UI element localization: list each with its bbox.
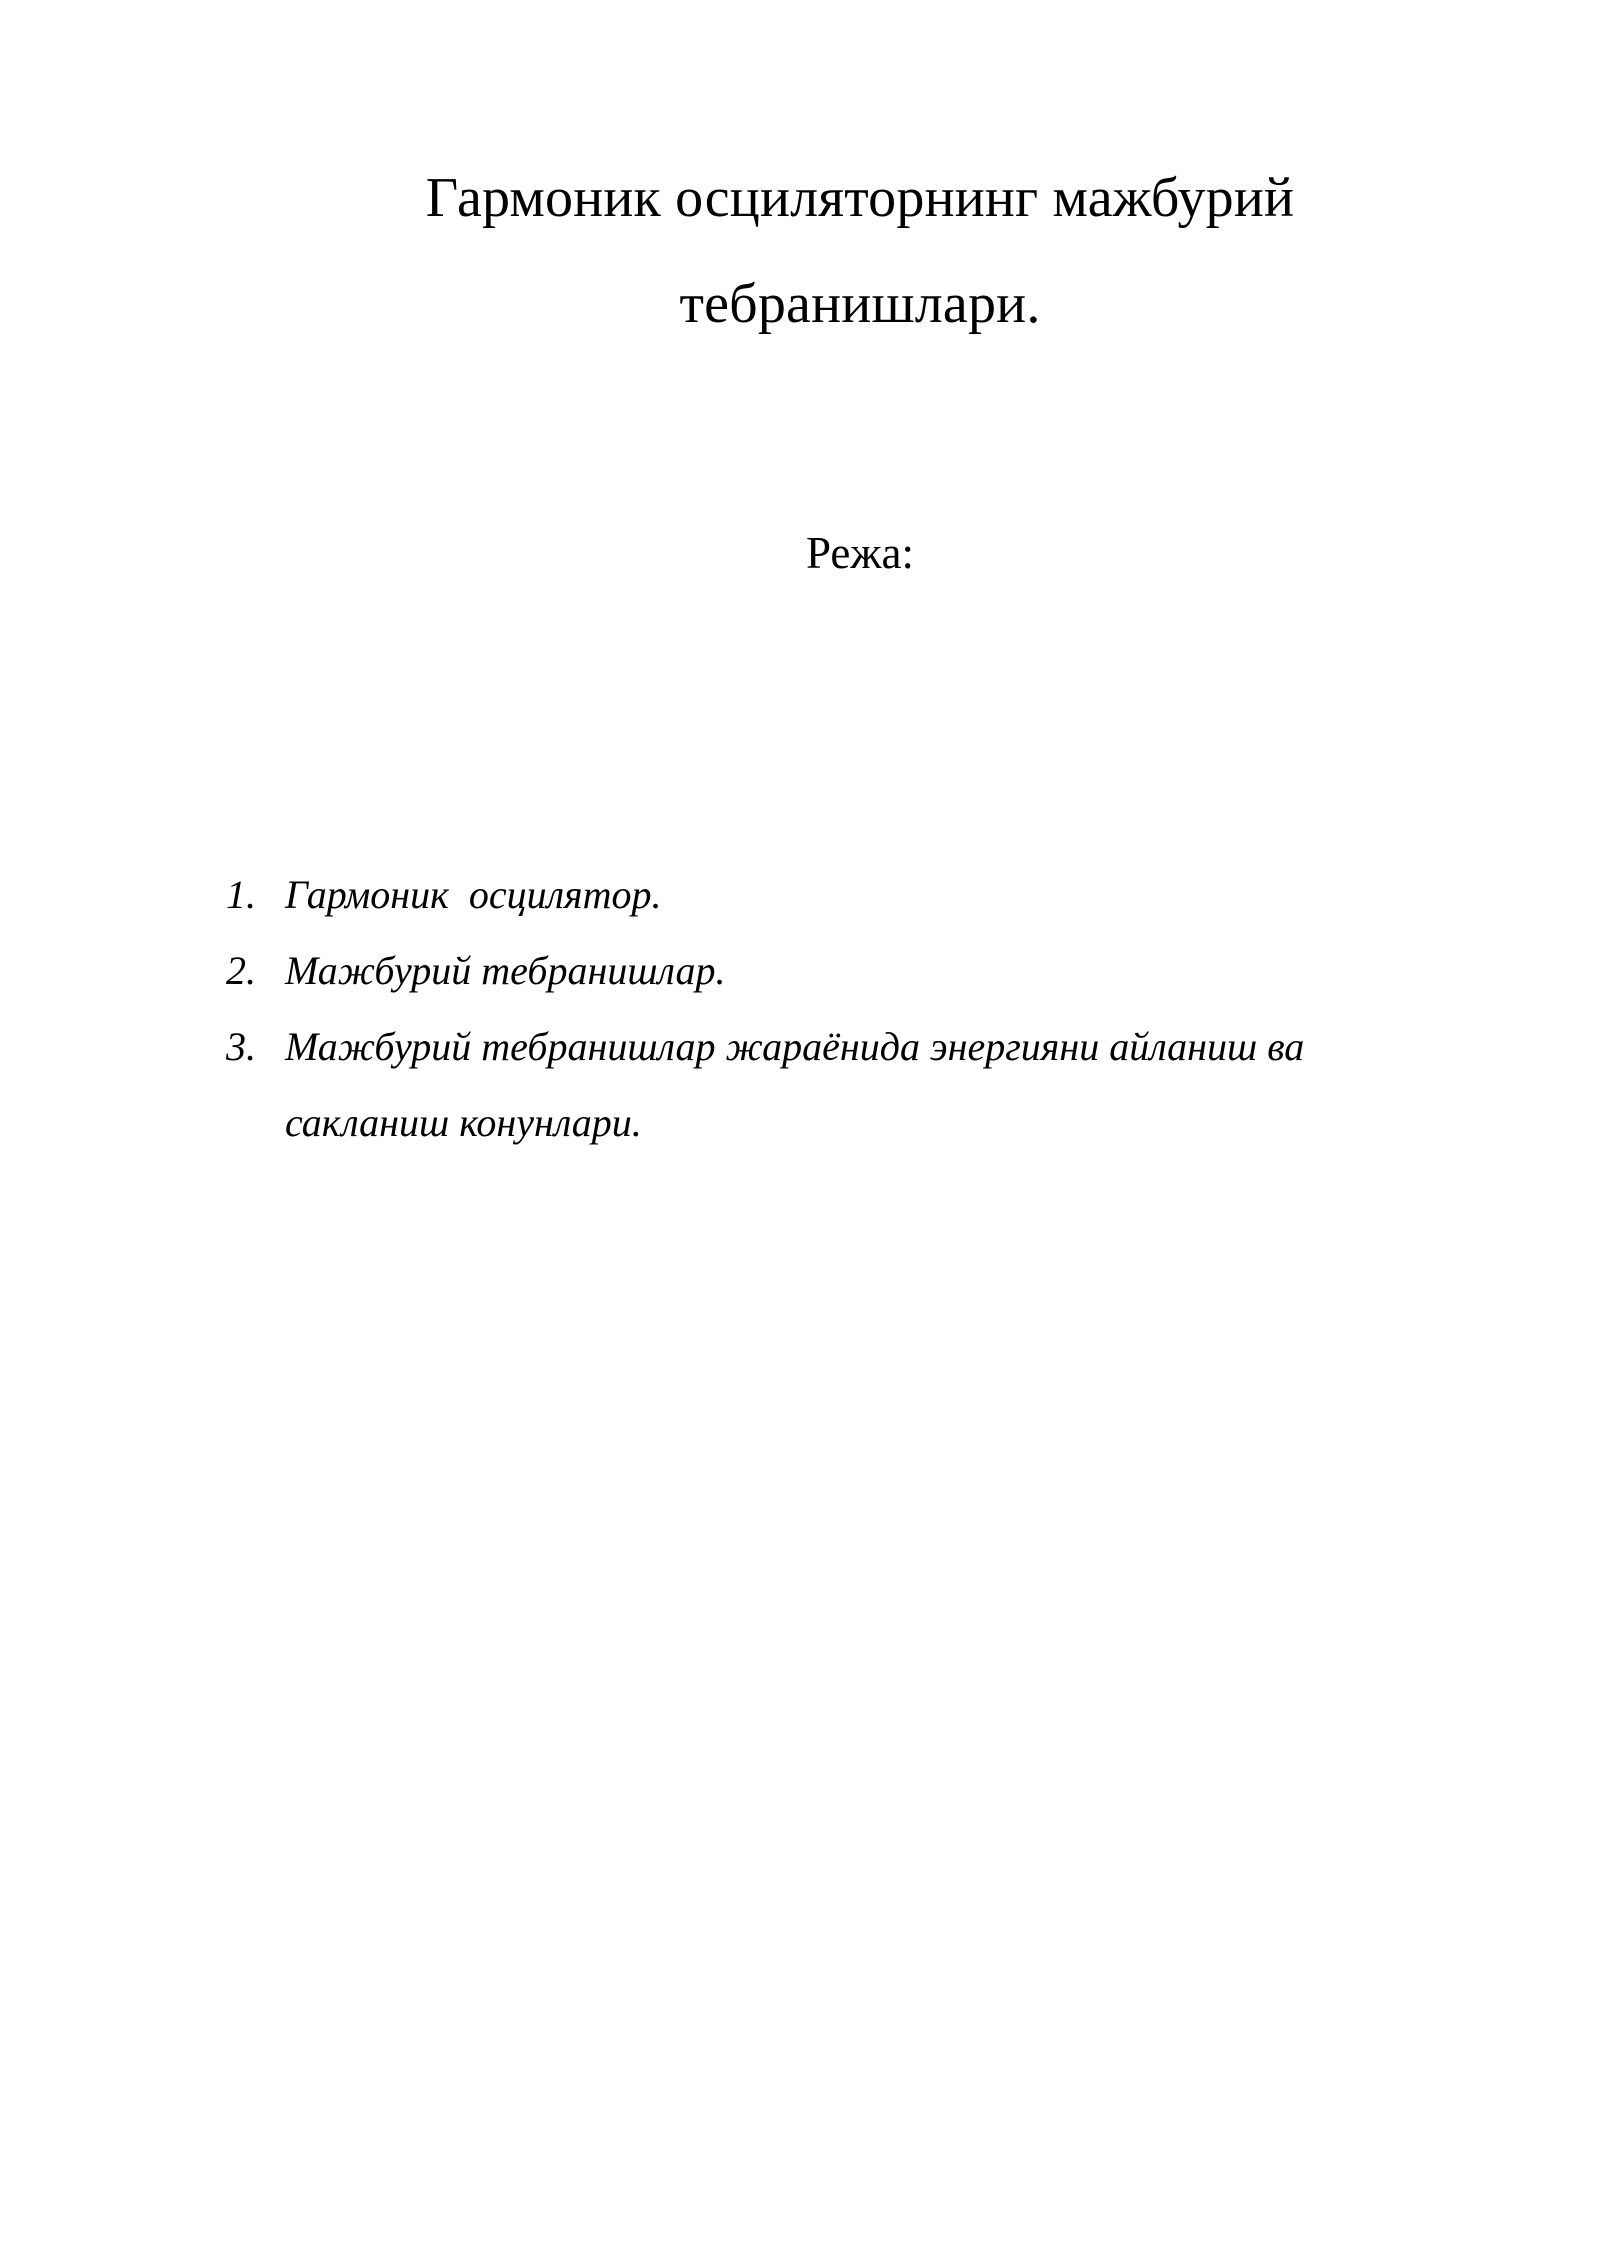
list-item [226, 857, 1426, 933]
document-title [300, 145, 1420, 357]
document-title-line-1: Гармоник осциляторнинг мажбурий [425, 167, 1295, 229]
plan-heading: Режа: [806, 528, 914, 578]
list-item-number: 2. [226, 948, 256, 993]
list-item-text: Гармоник осцилятор. [285, 872, 662, 917]
list-item-text: Мажбурий тебранишлар жараёнида энергияни айланиш ва сакланиш конунлари. [285, 1024, 1305, 1145]
list-item-number: 1. [226, 872, 256, 917]
document-title-line-2: тебранишлари. [679, 273, 1041, 335]
list-item [226, 933, 1426, 1009]
list-item-number: 3. [226, 1024, 256, 1069]
list-item [226, 1009, 1426, 1161]
list-item-text: Мажбурий тебранишлар. [285, 948, 726, 993]
plan-list [226, 857, 1426, 1161]
